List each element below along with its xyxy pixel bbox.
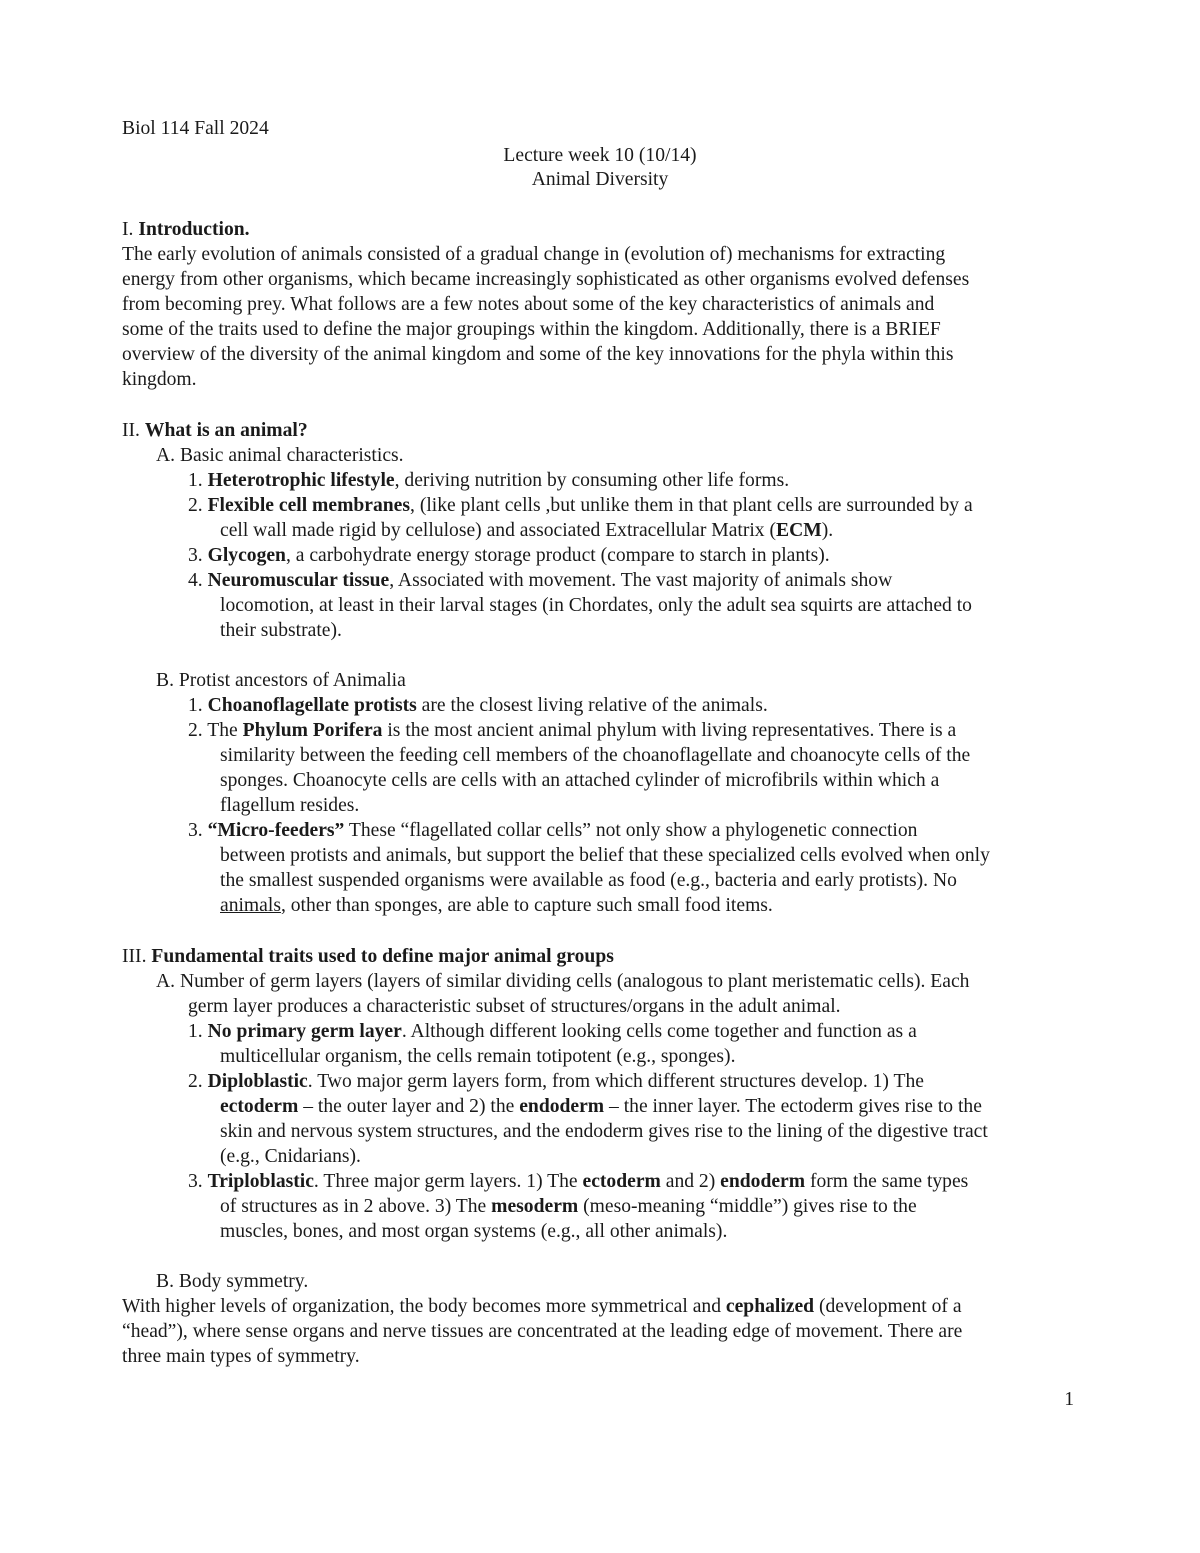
list-item-continuation: the smallest suspended organisms were available as food (e.g., bacteria and early protists). No (220, 870, 957, 891)
section-number: I. (122, 219, 139, 240)
key-term: mesoderm (491, 1196, 579, 1217)
item-text: . Two major germ layers form, from which different structures develop. 1) The (307, 1071, 924, 1092)
key-term: Choanoflagellate protists (207, 695, 417, 716)
key-term: “Micro-feeders” (207, 820, 345, 841)
item-text: (development of a (814, 1296, 962, 1317)
list-item (188, 568, 892, 593)
section-2-heading (122, 418, 308, 443)
item-number: 2. (188, 495, 208, 516)
key-term: Triploblastic (207, 1171, 314, 1192)
list-item-continuation (220, 1094, 982, 1119)
intro-line: kingdom. (122, 369, 197, 390)
list-item (188, 543, 830, 568)
section-number: III. (122, 946, 152, 967)
intro-line: some of the traits used to define the major groupings within the kingdom. Additionally, there is a BRIEF (122, 319, 941, 340)
list-item-continuation (220, 518, 833, 543)
intro-line: energy from other organisms, which became increasingly sophisticated as other organisms evolved defenses (122, 269, 970, 290)
item-text: is the most ancient animal phylum with living representatives. There is a (382, 720, 957, 741)
item-text: form the same types (805, 1171, 969, 1192)
section-3-heading (122, 944, 614, 969)
subsection-heading: B. Protist ancestors of Animalia (156, 670, 406, 691)
item-text: . Three major germ layers. 1) The (313, 1171, 583, 1192)
list-item (188, 1019, 917, 1044)
item-text: , other than sponges, are able to capture such small food items. (280, 895, 773, 916)
item-text: are the closest living relative of the animals. (416, 695, 768, 716)
topic-title: Animal Diversity (531, 169, 669, 190)
list-item (188, 818, 917, 843)
subsection-heading: A. Basic animal characteristics. (156, 445, 404, 466)
key-term: cephalized (725, 1296, 815, 1317)
subsection-heading: B. Body symmetry. (156, 1271, 309, 1292)
item-text: These “flagellated collar cells” not only show a phylogenetic connection (344, 820, 918, 841)
item-number: 3. (188, 820, 208, 841)
list-item-continuation: (e.g., Cnidarians). (220, 1146, 361, 1167)
item-text: – the inner layer. The ectoderm gives rise to the (604, 1096, 982, 1117)
list-item (188, 718, 956, 743)
key-term: Neuromuscular tissue (207, 570, 390, 591)
key-term: Heterotrophic lifestyle (207, 470, 395, 491)
list-item (188, 1069, 924, 1094)
item-number: 1. (188, 1021, 208, 1042)
item-number: 2. (188, 1071, 208, 1092)
list-item-continuation: muscles, bones, and most organ systems (e.g., all other animals). (220, 1221, 728, 1242)
item-text: , (like plant cells ,but unlike them in that plant cells are surrounded by a (410, 495, 973, 516)
section-1-heading (122, 217, 250, 242)
key-term: Flexible cell membranes (207, 495, 411, 516)
list-item-continuation: their substrate). (220, 620, 342, 641)
list-item-continuation: locomotion, at least in their larval stages (in Chordates, only the adult sea squirts are attached to (220, 595, 972, 616)
paragraph-line: three main types of symmetry. (122, 1346, 360, 1367)
list-item-continuation: multicellular organism, the cells remain totipotent (e.g., sponges). (220, 1046, 736, 1067)
intro-line: from becoming prey. What follows are a few notes about some of the key characteristics of animals and (122, 294, 935, 315)
list-item-continuation: similarity between the feeding cell members of the choanoflagellate and choanocyte cells of the (220, 745, 971, 766)
intro-line: overview of the diversity of the animal kingdom and some of the key innovations for the phyla within this (122, 344, 954, 365)
subsection-heading-continuation: germ layer produces a characteristic subset of structures/organs in the adult animal. (188, 996, 841, 1017)
intro-line: The early evolution of animals consisted of a gradual change in (evolution of) mechanisms for extracting (122, 244, 946, 265)
list-item (188, 493, 973, 518)
key-term: Glycogen (207, 545, 286, 566)
item-number: 1. (188, 470, 208, 491)
item-number: 3. (188, 1171, 208, 1192)
lecture-title: Lecture week 10 (10/14) (503, 145, 697, 166)
item-text: , Associated with movement. The vast majority of animals show (389, 570, 893, 591)
key-term: endoderm (519, 1096, 605, 1117)
paragraph-line: “head”), where sense organs and nerve tissues are concentrated at the leading edge of movement. There are (122, 1321, 963, 1342)
list-item-continuation: flagellum resides. (220, 795, 360, 816)
key-term: ectoderm (220, 1096, 299, 1117)
item-number: 1. (188, 695, 208, 716)
section-number: II. (122, 420, 145, 441)
item-number: 3. (188, 545, 208, 566)
item-text: and 2) (660, 1171, 721, 1192)
list-item-continuation (220, 1194, 917, 1219)
page-number: 1 (1064, 1389, 1074, 1410)
item-text: (meso-meaning “middle”) gives rise to the (578, 1196, 917, 1217)
section-title: Introduction. (138, 219, 250, 240)
list-item-continuation: sponges. Choanocyte cells are cells with an attached cylinder of microfibrils within which a (220, 770, 940, 791)
paragraph-line (122, 1294, 962, 1319)
list-item (188, 468, 789, 493)
key-term: Diploblastic (207, 1071, 308, 1092)
list-item (188, 1169, 968, 1194)
section-title: Fundamental traits used to define major animal groups (151, 946, 614, 967)
key-term: Phylum Porifera (242, 720, 383, 741)
subsection-heading: A. Number of germ layers (layers of similar dividing cells (analogous to plant meristematic cells). Each (156, 971, 970, 992)
underlined-term: animals (220, 895, 281, 916)
list-item-continuation: skin and nervous system structures, and the endoderm gives rise to the lining of the digestive tract (220, 1121, 988, 1142)
item-text: ). (821, 520, 834, 541)
item-number: 4. (188, 570, 208, 591)
item-text: , deriving nutrition by consuming other life forms. (394, 470, 790, 491)
key-term: ECM (776, 520, 822, 541)
course-title: Biol 114 Fall 2024 (122, 118, 269, 139)
item-text: cell wall made rigid by cellulose) and associated Extracellular Matrix ( (220, 520, 777, 541)
key-term: No primary germ layer (207, 1021, 402, 1042)
key-term: ectoderm (582, 1171, 661, 1192)
list-item (188, 693, 768, 718)
list-item-continuation (220, 893, 773, 918)
item-text: . Although different looking cells come together and function as a (401, 1021, 917, 1042)
item-text: , a carbohydrate energy storage product (compare to starch in plants). (285, 545, 830, 566)
list-item-continuation: between protists and animals, but support the belief that these specialized cells evolved when only (220, 845, 990, 866)
item-text: – the outer layer and 2) the (298, 1096, 520, 1117)
key-term: endoderm (720, 1171, 806, 1192)
section-title: What is an animal? (144, 420, 308, 441)
item-text: of structures as in 2 above. 3) The (220, 1196, 492, 1217)
item-text: With higher levels of organization, the body becomes more symmetrical and (122, 1296, 726, 1317)
item-number: 2. The (188, 720, 243, 741)
